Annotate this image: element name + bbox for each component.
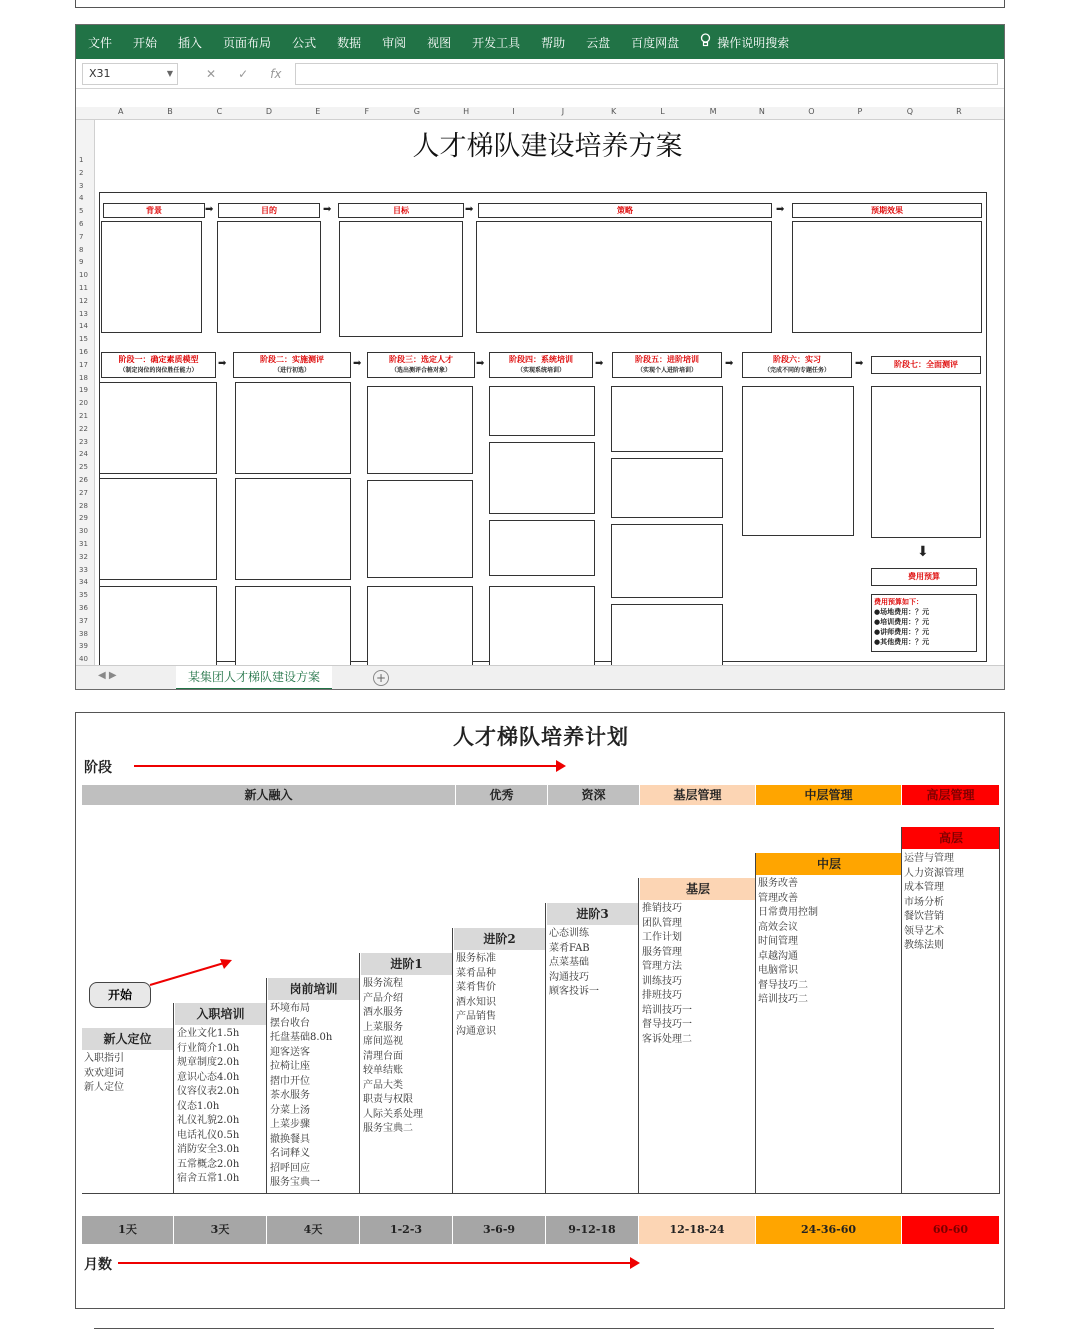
text-block [99, 382, 217, 474]
step-list [456, 952, 496, 1039]
stage-arrow [134, 765, 564, 767]
lightbulb-icon[interactable] [700, 33, 711, 51]
phase-3-sub: （选出测评合格对象） [390, 367, 451, 374]
step-item: 五常概念2.0h [177, 1158, 240, 1170]
row-header[interactable]: 7 [79, 232, 84, 241]
step-item: 运营与管理 [904, 853, 954, 864]
formula-input[interactable] [295, 63, 998, 85]
step-list [549, 927, 599, 1000]
step-item: 服务流程 [363, 978, 403, 989]
row-header[interactable]: 33 [79, 565, 88, 574]
step-item: 入职指引 [84, 1053, 124, 1064]
name-box[interactable] [82, 63, 178, 85]
text-block [101, 221, 202, 333]
column-header[interactable]: N [758, 107, 765, 116]
row-header[interactable]: 14 [79, 322, 88, 331]
month-cell: 1天 [82, 1216, 174, 1244]
step-item: 较单结账 [363, 1065, 403, 1076]
text-block [489, 386, 595, 436]
step-header: 中层 [756, 853, 902, 875]
tab-file[interactable]: 文件 [88, 35, 113, 50]
step-item: 团队管理 [642, 917, 682, 929]
step-header: 新人定位 [82, 1028, 173, 1050]
arrow-right-icon: ➡ [725, 358, 734, 369]
step-item: 管理方法 [642, 961, 682, 972]
step-item: 酒水知识 [456, 996, 496, 1008]
step-item: 督导技巧二 [758, 979, 808, 991]
row-header[interactable]: 25 [79, 463, 88, 472]
tab-developer[interactable]: 开发工具 [472, 35, 521, 50]
tab-baidu-netdisk[interactable]: 百度网盘 [631, 35, 680, 50]
arrow-right-icon: ➡ [595, 358, 604, 369]
column-divider [999, 827, 1000, 1193]
row-header[interactable]: 8 [79, 245, 84, 254]
step-item: 工作计划 [642, 932, 682, 943]
stage-excellent: 优秀 [456, 785, 548, 805]
tab-insert[interactable]: 插入 [178, 35, 203, 50]
row-header[interactable]: 28 [79, 501, 88, 510]
column-headers [76, 107, 1005, 120]
row-header[interactable]: 29 [79, 514, 88, 523]
tab-review[interactable]: 审阅 [382, 35, 407, 50]
phase-4-sub: （实现系统培训） [516, 367, 565, 374]
step-item: 规章制度2.0h [177, 1057, 240, 1068]
name-box-value: X31 [89, 66, 111, 80]
step-item: 产品销售 [456, 1011, 496, 1022]
row-header[interactable]: 2 [79, 168, 84, 177]
column-header[interactable]: O [808, 107, 815, 116]
start-arrow-icon [146, 957, 236, 989]
step-item: 卓越沟通 [758, 950, 798, 962]
column-header[interactable]: D [265, 107, 273, 116]
budget-line: ●其他费用：？元 [874, 638, 930, 646]
text-block [339, 221, 463, 337]
step-item: 教练法则 [904, 940, 944, 951]
previous-image-edge [75, 0, 1005, 8]
column-divider [452, 928, 453, 1193]
column-header[interactable]: C [216, 107, 223, 116]
row-header[interactable]: 1 [79, 156, 84, 164]
month-arrow [118, 1262, 638, 1264]
text-block [489, 520, 595, 576]
step-item: 培训技巧二 [758, 994, 808, 1005]
text-block [476, 221, 772, 333]
text-block [367, 586, 473, 666]
column-divider [266, 978, 267, 1193]
month-cell: 60-60 [902, 1216, 1000, 1244]
ribbon-tabs [76, 25, 1004, 59]
step-item: 菜肴售价 [456, 982, 496, 993]
row-header[interactable]: 26 [79, 476, 88, 484]
step-list [177, 1027, 239, 1187]
step-item: 托盘基础8.0h [270, 1032, 333, 1043]
month-cell: 12-18-24 [639, 1216, 756, 1244]
step-item: 高效会议 [758, 921, 798, 933]
row-header[interactable]: 36 [79, 604, 88, 612]
column-header[interactable]: J [561, 107, 565, 116]
step-item: 沟通意识 [456, 1025, 496, 1037]
start-node: 开始 [89, 982, 151, 1008]
training-plan-diagram [75, 712, 1005, 1309]
phase-2-label: 阶段二：实施测评 [260, 355, 324, 364]
step-item: 督导技巧一 [642, 1019, 692, 1030]
header-phase-2 [233, 352, 351, 378]
step-item: 服务管理 [642, 946, 682, 958]
month-cell: 3-6-9 [453, 1216, 546, 1244]
step-item: 仪容仪表2.0h [177, 1086, 240, 1097]
arrow-right-icon: ➡ [218, 358, 227, 369]
arrow-right-icon: ➡ [476, 358, 485, 369]
budget-line: ●培训费用：？元 [874, 618, 930, 626]
header-phase-7: 阶段七：全面测评 [871, 356, 981, 374]
row-header[interactable]: 10 [79, 271, 88, 280]
step-item: 企业文化1.5h [177, 1028, 240, 1039]
step-item: 摺巾开位 [270, 1075, 310, 1087]
step-item: 拉椅让座 [270, 1061, 310, 1072]
header-budget: 费用预算 [871, 568, 977, 586]
step-item: 礼仪礼貌2.0h [177, 1115, 240, 1126]
header-expected-effect: 预期效果 [792, 203, 982, 218]
budget-line: ●讲师费用：？元 [874, 628, 930, 636]
text-block [489, 586, 595, 676]
column-header[interactable]: B [167, 107, 173, 116]
row-headers [76, 120, 95, 665]
step-item: 领导艺术 [904, 925, 944, 937]
arrow-right-icon: ➡ [465, 204, 474, 215]
text-block [611, 386, 723, 452]
step-list [758, 877, 818, 1008]
month-cell: 1-2-3 [360, 1216, 453, 1244]
row-header[interactable]: 27 [79, 488, 88, 497]
row-header[interactable]: 6 [79, 220, 84, 228]
step-header: 入职培训 [175, 1003, 266, 1025]
header-phase-4 [489, 352, 593, 378]
phase-5-label: 阶段五：进阶培训 [635, 355, 699, 364]
stage-new-hire: 新人融入 [82, 785, 456, 805]
tab-help[interactable]: 帮助 [541, 35, 566, 50]
function-icon[interactable]: fx [270, 66, 282, 81]
step-item: 人力资源管理 [904, 867, 964, 879]
row-header[interactable]: 9 [79, 258, 84, 267]
phase-3-label: 阶段三：选定人才 [389, 355, 453, 364]
row-header[interactable]: 3 [79, 181, 84, 190]
stage-senior: 资深 [548, 785, 640, 805]
step-item: 电话礼仪0.5h [177, 1129, 240, 1141]
column-header[interactable]: R [956, 107, 962, 116]
row-header[interactable]: 31 [79, 540, 88, 548]
step-item: 产品介绍 [363, 992, 403, 1004]
phase-1-label: 阶段一：确定素质模型 [118, 355, 199, 364]
column-header[interactable]: I [512, 107, 515, 116]
header-purpose: 目的 [218, 203, 320, 218]
budget-line: ●场地费用：？元 [874, 608, 930, 616]
row-header[interactable]: 5 [79, 207, 84, 216]
step-item: 训练技巧 [642, 975, 682, 987]
text-block [235, 382, 351, 474]
text-block [489, 442, 595, 514]
step-item: 上菜服务 [363, 1021, 403, 1033]
step-item: 迎客送客 [270, 1046, 310, 1058]
row-header[interactable]: 19 [79, 386, 88, 395]
row-header[interactable]: 32 [79, 552, 88, 561]
step-list [84, 1052, 124, 1096]
step-item: 宿舍五常1.0h [177, 1173, 240, 1184]
column-divider [755, 853, 756, 1193]
row-header[interactable]: 40 [79, 655, 88, 664]
text-block [742, 386, 854, 536]
stage-middle-mgmt: 中层管理 [756, 785, 902, 805]
phase-5-sub: （实现个人进阶培训） [636, 367, 697, 374]
step-item: 排班技巧 [642, 990, 682, 1001]
row-header[interactable]: 12 [79, 296, 88, 305]
phase-2-sub: （进行初选） [273, 367, 310, 374]
month-cell: 9-12-18 [546, 1216, 639, 1244]
row-header[interactable]: 15 [79, 335, 88, 344]
step-item: 日常费用控制 [758, 907, 818, 918]
column-header[interactable]: F [364, 107, 370, 116]
row-header[interactable]: 23 [79, 437, 88, 446]
text-block [792, 221, 982, 333]
tab-data[interactable]: 数据 [337, 35, 362, 50]
arrow-right-icon: ➡ [776, 204, 785, 215]
step-item: 服务宝典一 [270, 1177, 320, 1188]
column-header[interactable]: H [463, 107, 470, 116]
text-block [611, 604, 723, 674]
step-item: 招呼回应 [270, 1162, 310, 1174]
row-header[interactable]: 21 [79, 412, 88, 420]
text-block [235, 478, 351, 580]
arrow-right-icon: ➡ [353, 358, 362, 369]
step-item: 撤换餐具 [270, 1133, 310, 1145]
column-header[interactable]: A [118, 107, 124, 116]
row-header[interactable]: 39 [79, 642, 88, 651]
row-header[interactable]: 35 [79, 591, 88, 600]
step-item: 新人定位 [84, 1082, 124, 1093]
step-list [642, 902, 692, 1047]
row-header[interactable]: 22 [79, 424, 88, 433]
add-sheet-icon[interactable]: + [373, 670, 389, 686]
text-block [217, 221, 321, 333]
tab-view[interactable]: 视图 [427, 35, 452, 50]
step-item: 意识心态4.0h [177, 1071, 240, 1083]
header-background: 背景 [103, 203, 205, 218]
column-header[interactable]: L [660, 107, 665, 116]
step-item: 服务标准 [456, 953, 496, 964]
confirm-icon[interactable]: ✓ [238, 66, 249, 81]
header-phase-1 [101, 352, 216, 378]
step-item: 仪态1.0h [177, 1100, 220, 1112]
arrow-right-icon: ➡ [855, 358, 864, 369]
row-header[interactable]: 16 [79, 348, 88, 356]
step-item: 市场分析 [904, 896, 944, 908]
step-item: 消防安全3.0h [177, 1144, 240, 1155]
tab-cloud[interactable]: 云盘 [586, 35, 611, 50]
sheet-content [95, 120, 1000, 665]
step-item: 清理台面 [363, 1050, 403, 1062]
tell-me-search[interactable]: 操作说明搜索 [717, 35, 790, 50]
header-goal: 目标 [338, 203, 464, 218]
month-cell: 24-36-60 [756, 1216, 902, 1244]
step-item: 行业简介1.0h [177, 1042, 240, 1054]
header-phase-3 [367, 352, 475, 378]
phase-4-label: 阶段四：系统培训 [509, 355, 573, 364]
arrow-right-icon: ➡ [205, 204, 214, 215]
text-block [367, 386, 473, 474]
row-header[interactable]: 20 [79, 399, 88, 408]
step-header: 基层 [640, 878, 756, 900]
step-item: 环境布局 [270, 1003, 310, 1014]
step-item: 职责与权限 [363, 1094, 413, 1105]
baseline [82, 1193, 1000, 1194]
column-header[interactable]: M [709, 107, 717, 116]
row-header[interactable]: 30 [79, 527, 88, 536]
column-header[interactable]: P [857, 107, 863, 116]
column-header[interactable]: K [611, 107, 617, 116]
step-item: 服务改善 [758, 878, 798, 889]
row-header[interactable]: 4 [79, 194, 84, 203]
phase-6-sub: （完成不同的专题任务） [763, 367, 830, 374]
column-divider [901, 827, 902, 1193]
text-block [367, 480, 473, 578]
step-item: 时间管理 [758, 936, 798, 947]
sheet-title: 人才梯队建设培养方案 [412, 131, 683, 162]
sheet-nav-arrows-icon[interactable]: ◀ ▶ [98, 670, 117, 681]
step-item: 推销技巧 [642, 903, 682, 914]
phase-6-label: 阶段六：实习 [773, 355, 821, 364]
cancel-icon[interactable]: ✕ [206, 66, 217, 81]
row-header[interactable]: 11 [79, 284, 88, 292]
step-item: 沟通技巧 [549, 971, 589, 983]
column-divider [638, 878, 639, 1193]
row-header[interactable]: 37 [79, 616, 88, 625]
stage-axis-label: 阶段 [84, 760, 112, 776]
step-item: 上菜步骤 [270, 1119, 310, 1130]
step-header: 高层 [902, 827, 1000, 849]
step-item: 分菜上汤 [270, 1104, 310, 1116]
stage-junior-mgmt: 基层管理 [640, 785, 756, 805]
step-header: 进阶2 [454, 928, 545, 950]
arrow-down-icon: ⬇ [917, 544, 929, 560]
step-item: 心态训练 [549, 928, 589, 939]
text-block [99, 478, 217, 580]
excel-window [75, 24, 1005, 690]
header-phase-6 [742, 352, 852, 378]
text-block [611, 524, 723, 598]
sheet-tab-bar [76, 665, 1005, 690]
column-header[interactable]: Q [906, 107, 914, 116]
row-header[interactable]: 18 [79, 373, 88, 382]
step-item: 摆台收台 [270, 1017, 310, 1029]
header-phase-5 [612, 352, 722, 378]
step-header: 岗前培训 [268, 978, 359, 1000]
phase-1-sub: （制定岗位的岗位胜任能力） [119, 367, 198, 374]
month-cell: 4天 [267, 1216, 360, 1244]
step-item: 管理改善 [758, 892, 798, 904]
tab-formulas[interactable]: 公式 [292, 35, 317, 50]
row-header[interactable]: 24 [79, 450, 88, 459]
month-cell: 3天 [174, 1216, 267, 1244]
step-item: 餐饮营销 [904, 911, 944, 922]
budget-box [871, 594, 977, 652]
step-item: 点菜基础 [549, 957, 589, 968]
tab-home[interactable]: 开始 [133, 35, 158, 50]
budget-line: 费用预算如下： [874, 598, 923, 606]
step-item: 产品大类 [363, 1079, 403, 1091]
step-item: 菜肴FAB [549, 942, 590, 954]
text-block [611, 458, 723, 518]
tab-page-layout[interactable]: 页面布局 [223, 35, 272, 50]
plan-title: 人才梯队培养计划 [453, 724, 629, 749]
chevron-down-icon[interactable]: ▼ [166, 68, 173, 78]
step-item: 人际关系处理 [363, 1108, 423, 1120]
step-item: 名词释义 [270, 1148, 310, 1159]
step-header: 进阶3 [547, 903, 638, 925]
column-divider [545, 903, 546, 1193]
step-item: 菜肴品种 [456, 967, 496, 979]
step-item: 客诉处理二 [642, 1033, 692, 1045]
step-item: 茶水服务 [270, 1090, 310, 1101]
row-header[interactable]: 38 [79, 629, 88, 638]
header-strategy: 策略 [478, 203, 772, 218]
row-header[interactable]: 34 [79, 578, 88, 587]
arrow-right-icon: ➡ [323, 204, 332, 215]
step-item: 服务宝典二 [363, 1123, 413, 1134]
step-list [904, 852, 964, 954]
step-item: 电脑常识 [758, 965, 798, 976]
step-item: 席间巡视 [363, 1036, 403, 1047]
step-item: 酒水服务 [363, 1007, 403, 1018]
stage-senior-mgmt: 高层管理 [902, 785, 1000, 805]
column-divider [359, 953, 360, 1193]
sheet-tab-active[interactable]: 某集团人才梯队建设方案 [176, 666, 332, 690]
text-block [871, 386, 981, 538]
row-header[interactable]: 13 [79, 309, 88, 318]
step-item: 成本管理 [904, 882, 944, 893]
step-list [270, 1002, 332, 1191]
month-axis-label: 月数 [84, 1257, 112, 1273]
step-header: 进阶1 [361, 953, 452, 975]
step-item: 培训技巧一 [642, 1004, 692, 1016]
step-item: 顾客投诉一 [549, 986, 599, 997]
row-header[interactable]: 17 [79, 360, 88, 369]
column-divider [173, 1003, 174, 1193]
step-list [363, 977, 423, 1137]
column-header[interactable]: E [315, 107, 321, 116]
column-header[interactable]: G [413, 107, 420, 116]
step-item: 欢欢迎词 [84, 1067, 124, 1079]
formula-bar [76, 59, 1004, 89]
